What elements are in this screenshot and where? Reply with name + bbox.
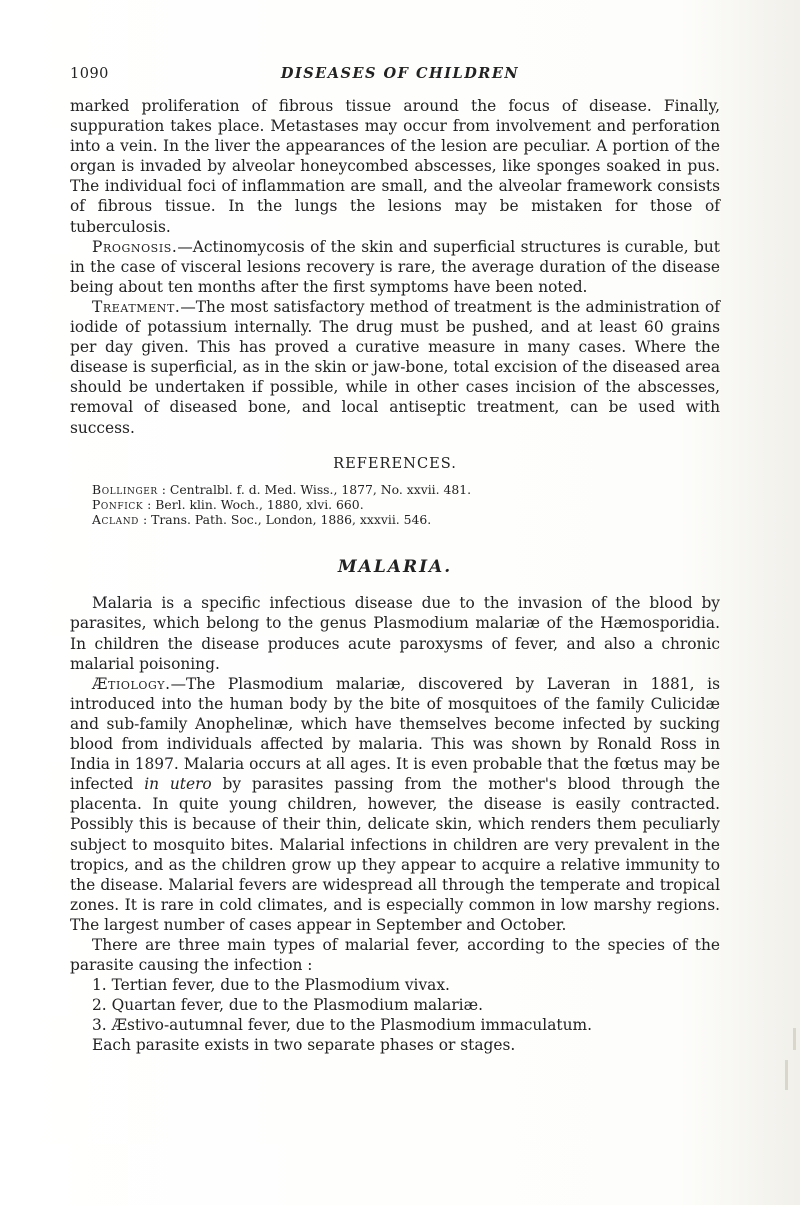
list-item: 2. Quartan fever, due to the Plasmodium malariæ. xyxy=(92,996,483,1015)
references-list xyxy=(70,482,720,528)
treatment-text: —The most satisfactory method of treatment is the administration of iodide of potassium internally. The drug must be pushed, and at least 60 grains per day given. This has proved a curative measure in many cases. Where the disease is superficial, as in the skin or jaw-bone, total excision of the diseased area should be undertaken if possible, while in other cases incision of the abscesses, removal of diseased bone, and local antiseptic treatment, can be used with success. xyxy=(70,297,720,437)
aetiology-text-1: —The Plasmodium malariæ, discovered by Laveran in 1881, is introduced into the human body by the bite of mosquitoes of the family Culicidæ and sub-family Anophelinæ, which have themselves become infected by sucking blood from individuals affected by malaria. This was shown by Ronald Ross in India in 1897. Malaria occurs at all ages. It is even probable that the fœtus may be infected xyxy=(70,674,720,794)
reference-author: Acland xyxy=(92,512,140,528)
closing-sentence: Each parasite exists in two separate phases or stages. xyxy=(92,1036,516,1055)
aetiology-italic-phrase: in utero xyxy=(144,775,212,794)
prognosis-text: —Actinomycosis of the skin and superficial structures is curable, but in the case of visceral lesions recovery is rare, the average duration of the disease being about ten months after the first symptoms have been noted. xyxy=(70,237,720,296)
aetiology-text-2: by parasites passing from the mother's blood through the placenta. In quite young children, however, the disease is easily contracted. Possibly this is because of their thin, delicate skin, which renders them peculiarly subject to mosquito bites. Malarial infections in children are very prevalent in the tropics, and as the children grow up they appear to acquire a relative immunity to the disease. Malarial fevers are widespread all through the temperate and tropical zones. It is rare in cold climates, and is especially common in low marshy regions. The largest number of cases appear in September and October. xyxy=(70,775,720,934)
reference-item xyxy=(92,512,720,527)
reference-author: Bollinger xyxy=(92,481,158,497)
page-edge-shadow xyxy=(785,1060,788,1090)
fever-types-list xyxy=(70,975,720,1055)
reference-author: Ponfick xyxy=(92,496,144,512)
treatment-heading: Treatment. xyxy=(92,297,181,316)
paragraph-aetiology xyxy=(70,674,720,935)
page-edge-shadow xyxy=(793,1028,796,1050)
page-header xyxy=(70,64,730,84)
page-body xyxy=(70,96,720,1056)
paragraph-treatment xyxy=(70,297,720,438)
list-item: 1. Tertian fever, due to the Plasmodium vivax. xyxy=(92,976,450,995)
paragraph-types-intro: There are three main types of malarial fever, according to the species of the parasite causing the infection : xyxy=(70,935,720,975)
paragraph-malaria-intro: Malaria is a specific infectious disease due to the invasion of the blood by parasites, which belong to the genus Plasmodium malariæ of the Hæmosporidia. In children the disease produces acute paroxysms of fever, and also a chronic malarial poisoning. xyxy=(70,594,720,673)
reference-item xyxy=(92,482,720,497)
references-heading: REFERENCES. xyxy=(333,454,457,472)
running-title: DISEASES OF CHILDREN xyxy=(280,65,520,82)
reference-citation: : Berl. klin. Woch., 1880, xlvi. 660. xyxy=(143,496,364,512)
reference-citation: : Centralbl. f. d. Med. Wiss., 1877, No. xxvii. 481. xyxy=(157,481,472,497)
list-item: 3. Æstivo-autumnal fever, due to the Plasmodium immaculatum. xyxy=(92,1016,592,1035)
paragraph-prognosis xyxy=(70,237,720,297)
section-title-malaria: MALARIA. xyxy=(337,557,453,578)
paragraph-liver-lesions: marked proliferation of fibrous tissue around the focus of disease. Finally, suppuration takes place. Metastases may occur from involvement and perforation into a vein. In the liver the appearances of the lesion are peculiar. A portion of the organ is invaded by alveolar honeycombed abscesses, like sponges soaked in pus. The individual foci of inflammation are small, and the alveolar framework consists of fibrous tissue. In the lungs the lesions may be mistaken for those of tuberculosis. xyxy=(70,97,720,236)
prognosis-heading: Prognosis. xyxy=(92,237,178,256)
reference-item xyxy=(92,497,720,512)
page-number: 1090 xyxy=(70,66,109,82)
aetiology-heading: Ætiology. xyxy=(92,674,171,693)
reference-citation: : Trans. Path. Soc., London, 1886, xxxvii. 546. xyxy=(139,512,432,528)
